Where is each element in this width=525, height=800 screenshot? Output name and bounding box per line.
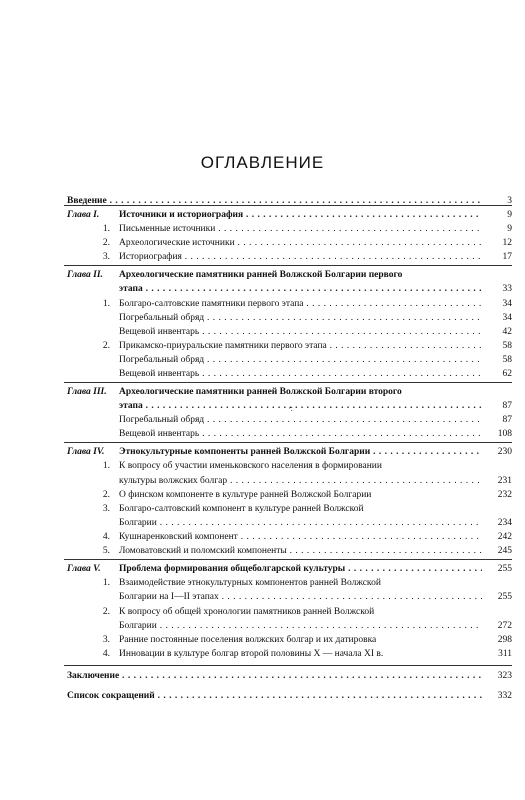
page-number: 34 [502, 313, 512, 323]
section-divider [64, 382, 512, 383]
toc-entry [0, 633, 525, 647]
entry-title: Погребальный обряд . . . [119, 311, 482, 325]
toc-entry [0, 562, 525, 576]
page-number: 311 [498, 649, 512, 659]
entry-title: Список сокращений . . . [67, 689, 482, 703]
toc-entry [0, 474, 525, 488]
entry-title: Проблема формирования общеболгарской культуры . . . [119, 562, 482, 576]
chapter-label: Глава III. [67, 387, 107, 397]
ink-speck: ·: [288, 404, 293, 413]
toc-entry [0, 530, 525, 544]
page-number: 58 [502, 341, 512, 351]
toc-entry [0, 413, 525, 427]
toc-entry [0, 605, 525, 619]
entry-title: Вещевой инвентарь . . . [119, 427, 482, 441]
toc-entry [0, 619, 525, 633]
page-number: 255 [497, 592, 512, 602]
toc-entry [0, 544, 525, 558]
entry-title: Введение . . . [67, 194, 482, 208]
toc-entry [0, 250, 525, 264]
chapter-label: Глава V. [67, 564, 101, 574]
toc-entry [0, 222, 525, 236]
section-number: 2. [102, 490, 110, 500]
section-number: 3. [102, 635, 110, 645]
page-number: 17 [502, 252, 512, 262]
entry-title: Этнокультурные компоненты ранней Волжской Болгарии . . . [119, 445, 482, 459]
entry-title: этапа . . . [119, 399, 482, 413]
entry-title: Письменные источники . . . [119, 222, 482, 236]
page-number: 298 [497, 635, 512, 645]
section-number: 2. [102, 607, 110, 617]
toc-entry [0, 208, 525, 222]
toc-entry [0, 516, 525, 530]
toc-entry [0, 502, 525, 516]
section-number: 1. [102, 299, 110, 309]
page-number: 234 [497, 518, 512, 528]
toc-entry [0, 297, 525, 311]
toc-entry [0, 367, 525, 381]
entry-title: Археологические памятники ранней Волжской Болгарии второго [119, 387, 402, 397]
section-number: 1. [102, 578, 110, 588]
entry-title: Болгаро-салтовские памятники первого этапа . . . [119, 297, 482, 311]
toc-entry [0, 445, 525, 459]
entry-title: К вопросу об общей хронологии памятников ранней Волжской [119, 607, 375, 617]
page-number: 245 [497, 546, 512, 556]
toc-entry [0, 488, 525, 502]
page-number: 62 [502, 369, 512, 379]
section-divider [64, 265, 512, 266]
page-number: 33 [502, 284, 512, 294]
page-number: 34 [502, 299, 512, 309]
page-number: 58 [502, 355, 512, 365]
entry-title: этапа . . . [119, 282, 482, 296]
entry-title: Ломоватовский и поломский компоненты . . . [119, 544, 482, 558]
section-number: 1. [102, 461, 110, 471]
entry-title: Погребальный обряд . . . [119, 353, 482, 367]
section-number: 5. [102, 546, 110, 556]
entry-title: К вопросу об участии именьковского населения в формировании [119, 461, 382, 471]
entry-title: Вещевой инвентарь . . . [119, 367, 482, 381]
page-number: 242 [497, 532, 512, 542]
toc-entry [0, 459, 525, 473]
entry-title: Археологические источники . . . [119, 236, 482, 250]
section-divider [64, 559, 512, 560]
toc-entry [0, 647, 525, 661]
toc-entry [0, 268, 525, 282]
page-number: 9 [507, 224, 512, 234]
page-title: ОГЛАВЛЕНИЕ [200, 153, 325, 172]
page-number: 42 [502, 327, 512, 337]
toc-entry [0, 689, 525, 703]
page-number: 272 [497, 621, 512, 631]
toc-entry [0, 399, 525, 413]
entry-title: Взаимодействие этнокультурных компонентов ранней Волжской [119, 578, 381, 588]
entry-title: Ранние постоянные поселения волжских болгар и их датировка [119, 635, 377, 645]
section-number: 2. [102, 238, 110, 248]
toc-entry [0, 353, 525, 367]
entry-title: Вещевой инвентарь . . . [119, 325, 482, 339]
toc-entry [0, 339, 525, 353]
entry-title: Болгарии . . . [119, 516, 482, 530]
entry-title: Прикамско-приуральские памятники первого этапа . . . [119, 339, 482, 353]
page-number: 232 [497, 490, 512, 500]
page-number: 230 [497, 447, 512, 457]
entry-title: культуры волжских болгар . . . [119, 474, 482, 488]
entry-title: Болгарии . . . [119, 619, 482, 633]
page-number: 255 [497, 564, 512, 574]
entry-title: Инновации в культуре болгар второй половины X — начала XI в. [119, 649, 384, 659]
section-number: 3. [102, 504, 110, 514]
page-number: 323 [497, 671, 512, 681]
chapter-label: Глава IV. [67, 447, 105, 457]
toc-entry [0, 576, 525, 590]
page-number: 12 [502, 238, 512, 248]
toc-entry [0, 236, 525, 250]
entry-title: Историография . . . [119, 250, 482, 264]
toc-entry [0, 669, 525, 683]
entry-title: Погребальный обряд . . . [119, 413, 482, 427]
page-number: 332 [497, 691, 512, 701]
section-number: 1. [102, 224, 110, 234]
section-number: 4. [102, 532, 110, 542]
entry-title: Кушнаренковский компонент . . . [119, 530, 482, 544]
page-number: 87 [502, 401, 512, 411]
toc-entry [0, 590, 525, 604]
entry-title: Заключение . . . [67, 669, 482, 683]
page-number: 231 [497, 476, 512, 486]
section-divider [64, 665, 512, 666]
entry-title: Источники и историография . . . [119, 208, 482, 222]
chapter-label: Глава I. [67, 210, 100, 220]
entry-title: Болгарии на I—II этапах . . . [119, 590, 482, 604]
section-number: 2. [102, 341, 110, 351]
toc-entry [0, 311, 525, 325]
chapter-label: Глава II. [67, 270, 103, 280]
entry-title: Археологические памятники ранней Волжской Болгарии первого [119, 270, 403, 280]
page-number: 108 [497, 429, 512, 439]
section-number: 3. [102, 252, 110, 262]
entry-title: Болгаро-салтовский компонент в культуре ранней Волжской [119, 504, 364, 514]
section-number: 4. [102, 649, 110, 659]
section-divider [64, 442, 512, 443]
toc-entry [0, 325, 525, 339]
entry-title: О финском компоненте в культуре ранней Волжской Болгарии [119, 490, 372, 500]
toc-entry [0, 427, 525, 441]
section-divider [64, 205, 512, 206]
toc-entry [0, 385, 525, 399]
page-number: 87 [502, 415, 512, 425]
page-number: 9 [507, 210, 512, 220]
page-number: 3 [507, 196, 512, 206]
toc-entry [0, 282, 525, 296]
